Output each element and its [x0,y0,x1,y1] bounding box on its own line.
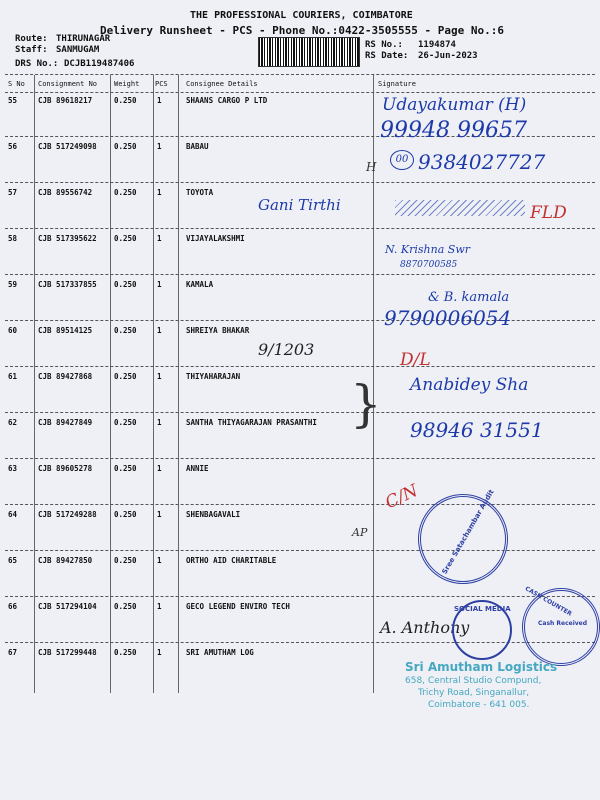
row-sno: 65 [8,556,18,565]
row-consignment-no: CJB 517337855 [38,280,97,289]
row-consignment-no: CJB 89556742 [38,188,93,197]
sig-64-mark: AP [352,526,368,539]
rs-no-label: RS No.: [365,40,403,50]
row-pcs: 1 [157,326,162,335]
row-weight: 0.250 [114,234,137,243]
row-sno: 63 [8,464,18,473]
sig-55-name: Udayakumar (H) [382,95,527,115]
row-consignee: BABAU [186,142,209,151]
drs-value: DCJB119487406 [64,59,135,69]
col-consignment: Consignment No [38,80,98,88]
sig-55-phone: 99948 99657 [380,118,527,143]
sig-58-name: N. Krishna Swr [385,243,470,256]
route-value: THIRUNAGAR [56,34,111,44]
row-pcs: 1 [157,510,162,519]
cash-counter-stamp-text: CASH COUNTER [523,585,573,618]
row-pcs: 1 [157,648,162,657]
row-consignee: ORTHO AID CHARITABLE [186,556,277,565]
row-consignment-no: CJB 89427849 [38,418,93,427]
row-sno: 61 [8,372,18,381]
row-consignment-no: CJB 517294104 [38,602,97,611]
row-weight: 0.250 [114,510,137,519]
brace-mark: } [350,375,382,433]
drs-label: DRS No.: [15,59,59,69]
cash-counter-stamp [522,588,600,666]
sig-66-name: A. Anthony [380,618,470,637]
row-sno: 67 [8,648,18,657]
sig-59-name: & B. kamala [428,290,510,305]
row-consignment-no: CJB 517395622 [38,234,97,243]
row-consignee: SANTHA THIYAGARAJAN PRASANTHI [186,418,317,427]
row-sno: 62 [8,418,18,427]
row-pcs: 1 [157,556,162,565]
col-divider [110,75,111,693]
logistics-address-2: Trichy Road, Singanallur, [418,688,530,698]
sig-57-note: FLD [530,203,567,223]
row-pcs: 1 [157,188,162,197]
row-consignment-no: CJB 89427868 [38,372,93,381]
rs-date-value: 26-Jun-2023 [418,51,478,61]
logistics-name: Sri Amutham Logistics [405,660,558,674]
company-name: THE PROFESSIONAL COURIERS, COIMBATORE [190,10,413,21]
staff-label: Staff: [15,45,48,55]
runsheet-title: Delivery Runsheet - PCS - Phone No.:0422-3505555 - Page No.:6 [100,24,504,37]
sig-57-scribble [395,200,525,216]
row-separator [5,274,595,275]
col-pcs: PCS [155,80,168,88]
sig-56-mark: H [366,160,377,174]
row-pcs: 1 [157,142,162,151]
row-sno: 57 [8,188,18,197]
row-consignment-no: CJB 517299448 [38,648,97,657]
row-separator [5,504,595,505]
social-media-stamp-text: SOCIAL MEDIA [454,605,511,613]
row-consignee: SRI AMUTHAM LOG [186,648,254,657]
audit-stamp-text: Sree Satachambar Audit [440,488,496,576]
cash-counter-stamp-sub: Cash Received [538,620,588,627]
logistics-address-1: 658, Central Studio Compund, [405,676,542,686]
row-weight: 0.250 [114,142,137,151]
row-sno: 64 [8,510,18,519]
row-weight: 0.250 [114,602,137,611]
row-pcs: 1 [157,602,162,611]
row-consignee: VIJAYALAKSHMI [186,234,245,243]
row-pcs: 1 [157,234,162,243]
row-weight: 0.250 [114,96,137,105]
row-consignee: TOYOTA [186,188,214,197]
row-separator [5,458,595,459]
col-signature: Signature [378,80,416,88]
row-weight: 0.250 [114,280,137,289]
sig-61-name: Anabidey Sha [410,375,529,395]
row-weight: 0.250 [114,556,137,565]
row-weight: 0.250 [114,418,137,427]
barcode [258,37,360,67]
row-sno: 55 [8,96,18,105]
row-weight: 0.250 [114,648,137,657]
sig-57-name: Gani Tirthi [258,196,341,214]
row-separator [5,412,595,413]
row-consignment-no: CJB 89514125 [38,326,93,335]
row-consignee: SHENBAGAVALI [186,510,241,519]
sig-58-phone: 8870700585 [400,260,458,270]
row-consignee: GECO LEGEND ENVIRO TECH [186,602,290,611]
row-weight: 0.250 [114,464,137,473]
row-separator [5,596,595,597]
row-pcs: 1 [157,372,162,381]
row-pcs: 1 [157,464,162,473]
row-sno: 60 [8,326,18,335]
row-consignee: SHAANS CARGO P LTD [186,96,268,105]
row-pcs: 1 [157,418,162,427]
rs-date-label: RS Date: [365,51,409,61]
row-sno: 66 [8,602,18,611]
row-weight: 0.250 [114,372,137,381]
col-divider [34,75,35,693]
sig-56-circle: 00 [390,150,414,170]
sig-63-note: C/N [382,480,422,514]
row-separator [5,366,595,367]
table-top-rule [5,74,595,75]
rs-no-value: 1194874 [418,40,456,50]
staff-value: SANMUGAM [56,45,100,55]
sig-60-note: 9/1203 [258,340,315,359]
row-consignee: ANNIE [186,464,209,473]
row-consignment-no: CJB 89605278 [38,464,93,473]
row-sno: 59 [8,280,18,289]
row-sno: 56 [8,142,18,151]
sig-62-phone: 98946 31551 [410,418,544,442]
table-header-rule [5,92,595,93]
sig-61-note: D/L [400,350,431,370]
sig-56-phone: 9384027727 [418,150,546,174]
sig-59-phone: 9790006054 [384,306,512,330]
logistics-address-3: Coimbatore - 641 005. [428,700,530,710]
row-pcs: 1 [157,96,162,105]
row-weight: 0.250 [114,326,137,335]
col-weight: Weight [114,80,140,88]
col-consignee: Consignee Details [186,80,258,88]
row-consignment-no: CJB 89618217 [38,96,93,105]
row-consignment-no: CJB 517249098 [38,142,97,151]
row-separator [5,182,595,183]
col-divider [153,75,154,693]
col-divider [178,75,179,693]
row-consignee: SHREIYA BHAKAR [186,326,250,335]
row-consignee: KAMALA [186,280,214,289]
row-consignee: THIYAHARAJAN [186,372,241,381]
row-separator [5,228,595,229]
col-sno: S No [8,80,25,88]
row-pcs: 1 [157,280,162,289]
row-consignment-no: CJB 89427850 [38,556,93,565]
row-weight: 0.250 [114,188,137,197]
route-label: Route: [15,34,48,44]
row-sno: 58 [8,234,18,243]
row-consignment-no: CJB 517249288 [38,510,97,519]
